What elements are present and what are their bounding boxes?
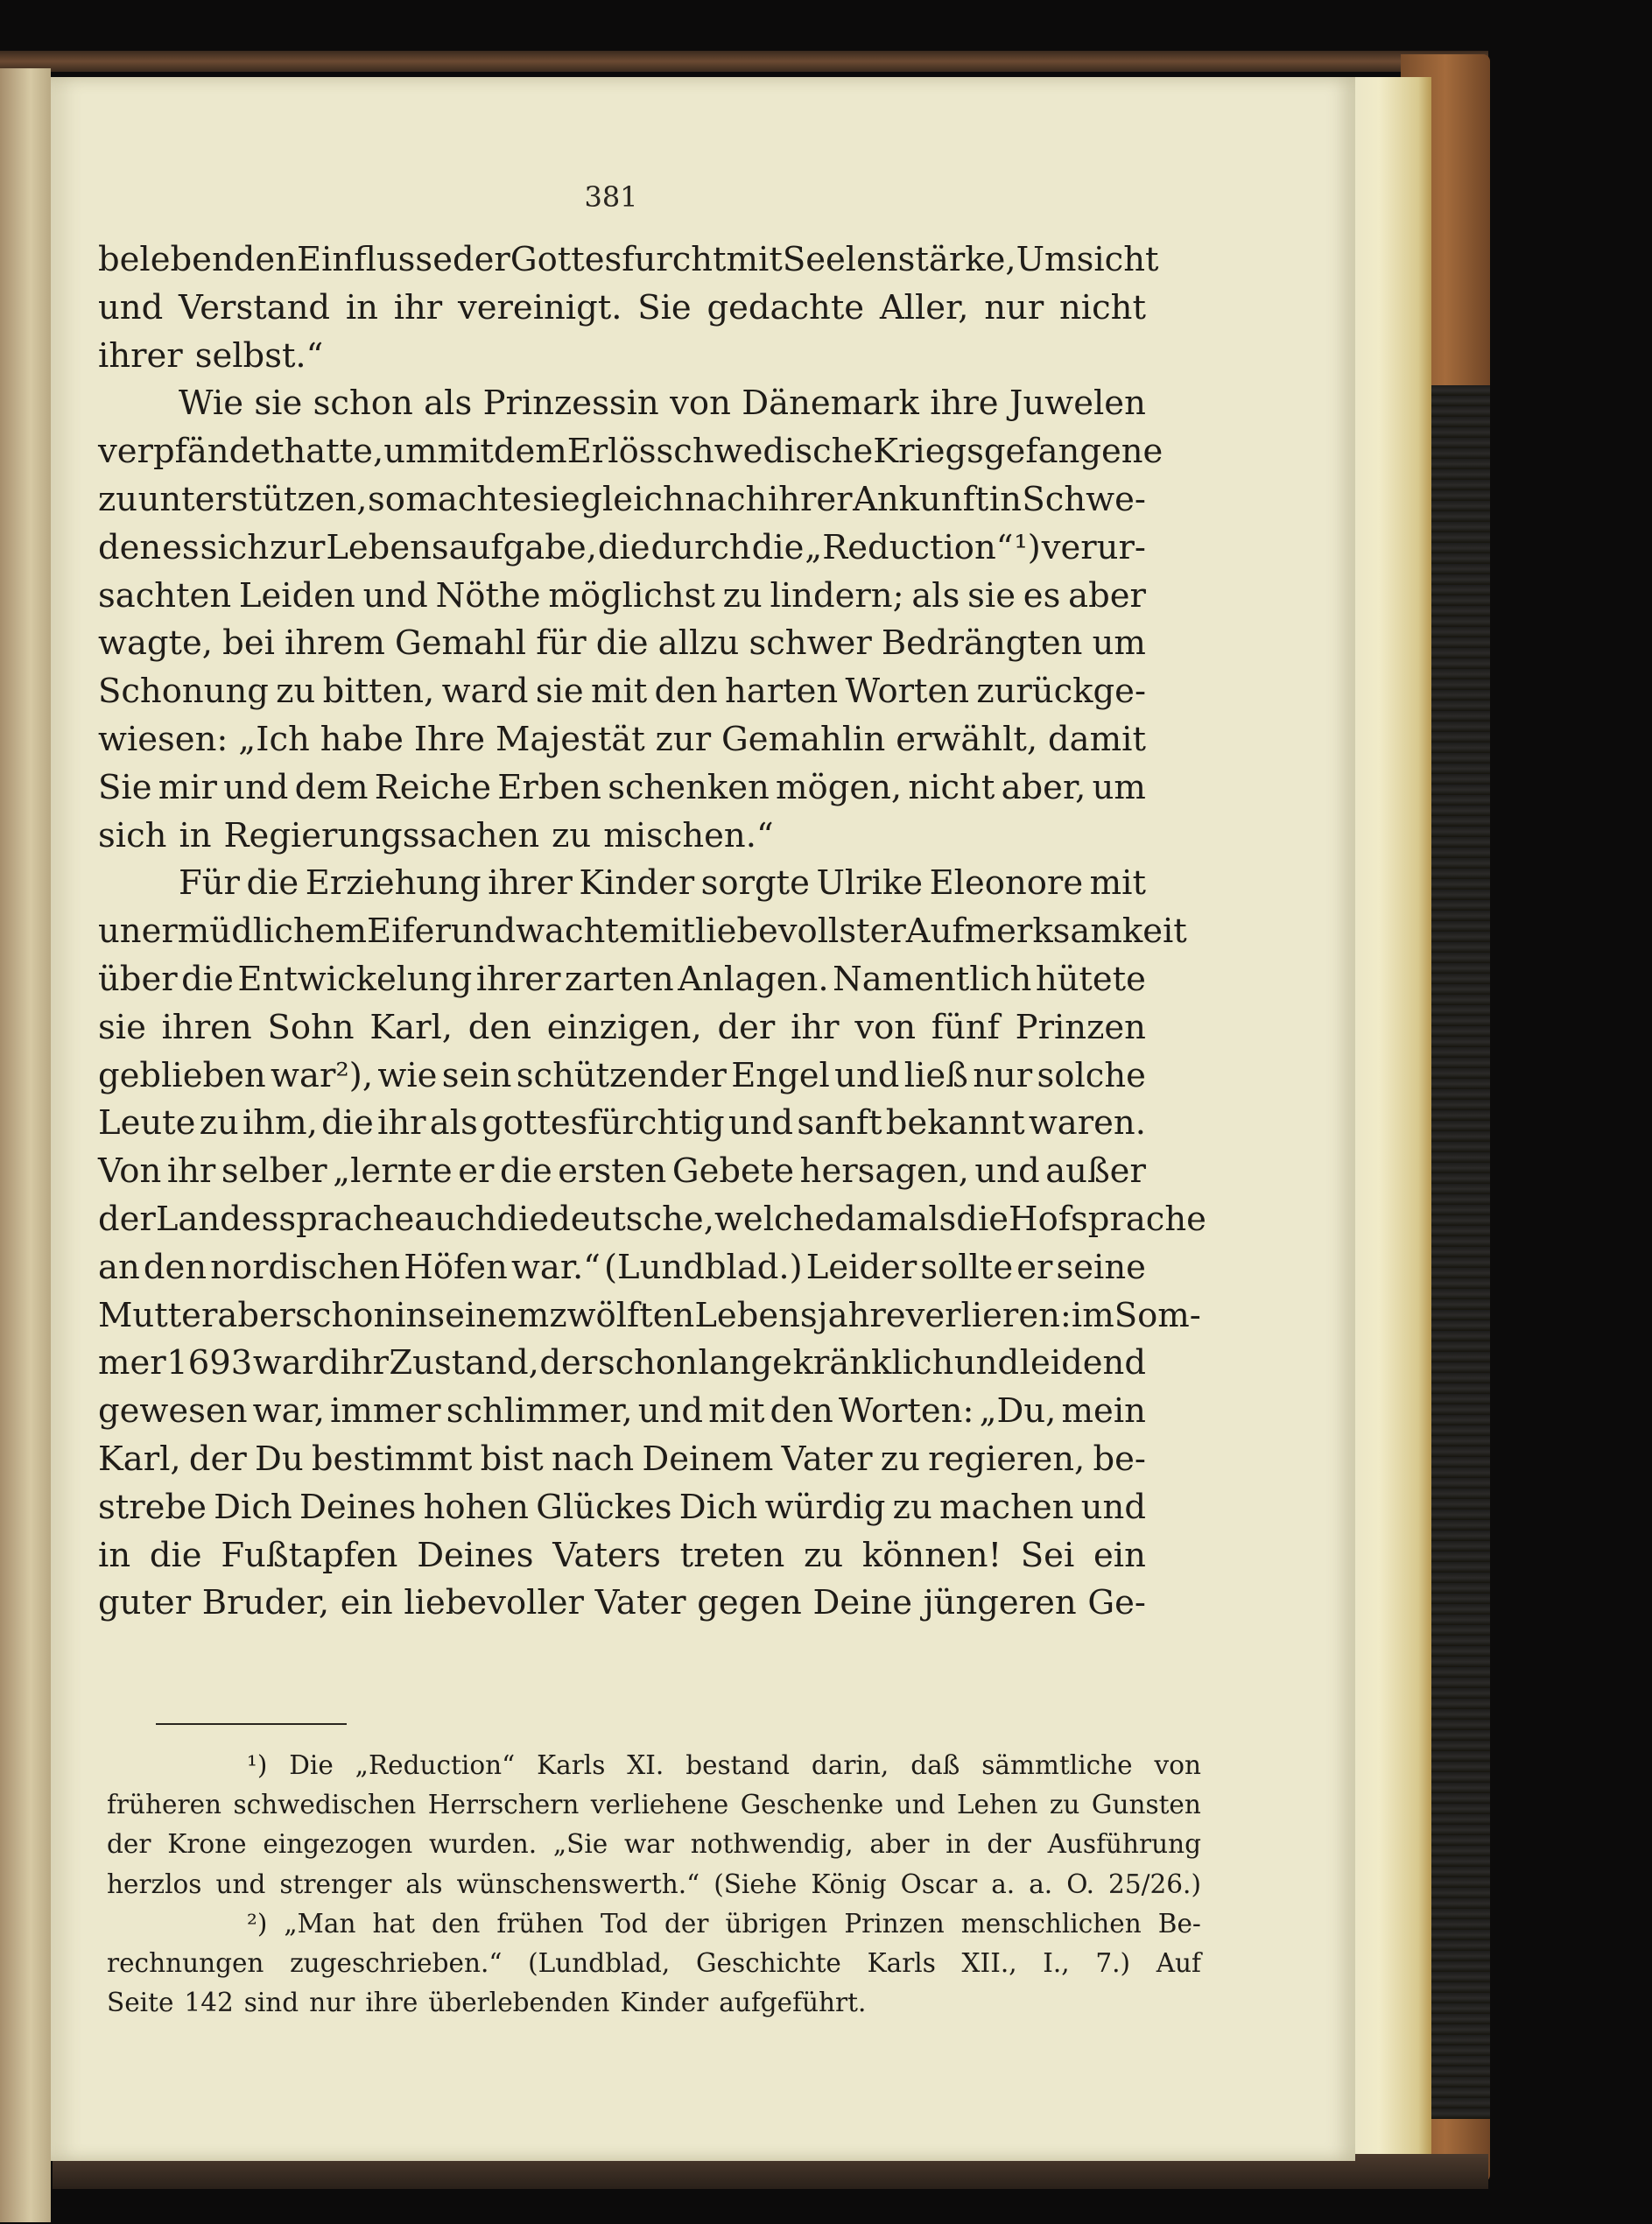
body-text-line: Schonung zu bitten, ward sie mit den harten Worten zurückge- xyxy=(98,672,1146,712)
body-text-line: strebe Dich Deines hohen Glückes Dich würdig zu machen und xyxy=(98,1487,1146,1527)
page-stack-edge xyxy=(1344,77,1431,2161)
page-number: 381 xyxy=(584,180,638,214)
body-text-line: Karl, der Du bestimmt bist nach Deinem Vater zu regieren, be- xyxy=(98,1439,1146,1479)
body-text-line: sie ihren Sohn Karl, den einzigen, der ihr von fünf Prinzen xyxy=(98,1007,1146,1047)
body-text-line: und Verstand in ihr vereinigt. Sie gedachte Aller, nur nicht xyxy=(98,287,1146,327)
body-text-line: zu unterstützen, so machte sie gleich nach ihrer Ankunft in Schwe- xyxy=(98,479,1146,519)
body-text-line: sich in Regierungssachen zu mischen.“ xyxy=(98,815,774,855)
footnote-line: ¹) Die „Reduction“ Karls XI. bestand darin, daß sämmtliche von xyxy=(247,1750,1201,1780)
body-text-line: sachten Leiden und Nöthe möglichst zu lindern; als sie es aber xyxy=(98,575,1146,616)
book-spine-cloth xyxy=(1427,385,1490,2119)
body-text-line: an den nordischen Höfen war.“ (Lundblad.) Leider sollte er seine xyxy=(98,1247,1146,1287)
body-text-line: den es sich zur Lebensaufgabe, die durch die „Reduction“ ¹) verur- xyxy=(98,527,1146,567)
body-text-line: Von ihr selber „lernte er die ersten Gebete hersagen, und außer xyxy=(98,1151,1146,1192)
body-text-line: Wie sie schon als Prinzessin von Dänemark ihre Juwelen xyxy=(179,384,1146,424)
footnote-line: rechnungen zugeschrieben.“ (Lundblad, Geschichte Karls XII., I., 7.) Auf xyxy=(107,1948,1201,1979)
body-text-line: Sie mir und dem Reiche Erben schenken mögen, nicht aber, um xyxy=(98,767,1146,807)
body-text-line: verpfändet hatte, um mit dem Erlös schwedische Kriegsgefangene xyxy=(98,432,1163,472)
book-binding-top xyxy=(0,51,1488,72)
body-text-line: über die Entwickelung ihrer zarten Anlagen. Namentlich hütete xyxy=(98,959,1146,999)
footnote-line: herzlos und strenger als wünschenswerth.“ (Siehe König Oscar a. a. O. 25/26.) xyxy=(107,1869,1201,1899)
footnotes xyxy=(107,1746,1201,2023)
body-text-line: ihrer selbst.“ xyxy=(98,335,324,376)
body-text-line: Leute zu ihm, die ihr als gottesfürchtig und sanft bekannt waren. xyxy=(98,1103,1146,1144)
book-page xyxy=(51,77,1355,2161)
body-text-line: belebenden Einflusse der Gottesfurcht mit Seelenstärke, Umsicht xyxy=(98,240,1159,279)
body-text-line: in die Fußtapfen Deines Vaters treten zu können! Sei ein xyxy=(98,1535,1146,1575)
body-text xyxy=(98,236,1206,1628)
footnote-line: ²) „Man hat den frühen Tod der übrigen Prinzen menschlichen Be- xyxy=(247,1908,1201,1939)
footnote-line: Seite 142 sind nur ihre überlebenden Kinder aufgeführt. xyxy=(107,1988,867,2018)
body-text-line: Mutter aber schon in seinem zwölften Lebensjahre verlieren: im Som- xyxy=(98,1295,1201,1335)
body-text-line: unermüdlichem Eifer und wachte mit liebevollster Aufmerksamkeit xyxy=(98,911,1187,952)
body-text-line: wiesen: „Ich habe Ihre Majestät zur Gemahlin erwählt, damit xyxy=(98,719,1146,759)
footnote-line: der Krone eingezogen wurden. „Sie war nothwendig, aber in der Ausführung xyxy=(107,1829,1201,1860)
body-text-line: Für die Erziehung ihrer Kinder sorgte Ulrike Eleonore mit xyxy=(179,863,1146,904)
body-text-line: mer 1693 ward ihr Zustand, der schon lange kränklich und leidend xyxy=(98,1343,1146,1383)
footnote-separator xyxy=(156,1723,347,1725)
footnote-line: früheren schwedischen Herrschern verliehene Geschenke und Lehen zu Gunsten xyxy=(107,1790,1201,1820)
body-text-line: wagte, bei ihrem Gemahl für die allzu schwer Bedrängten um xyxy=(98,623,1146,664)
body-text-line: der Landessprache auch die deutsche, welche damals die Hofsprache xyxy=(98,1199,1206,1239)
facing-page-edge xyxy=(0,68,51,2222)
body-text-line: gewesen war, immer schlimmer, und mit den Worten: „Du, mein xyxy=(98,1391,1146,1432)
body-text-line: geblieben war²), wie sein schützender Engel und ließ nur solche xyxy=(98,1055,1146,1095)
body-text-line: guter Bruder, ein liebevoller Vater gegen Deine jüngeren Ge- xyxy=(98,1583,1146,1623)
